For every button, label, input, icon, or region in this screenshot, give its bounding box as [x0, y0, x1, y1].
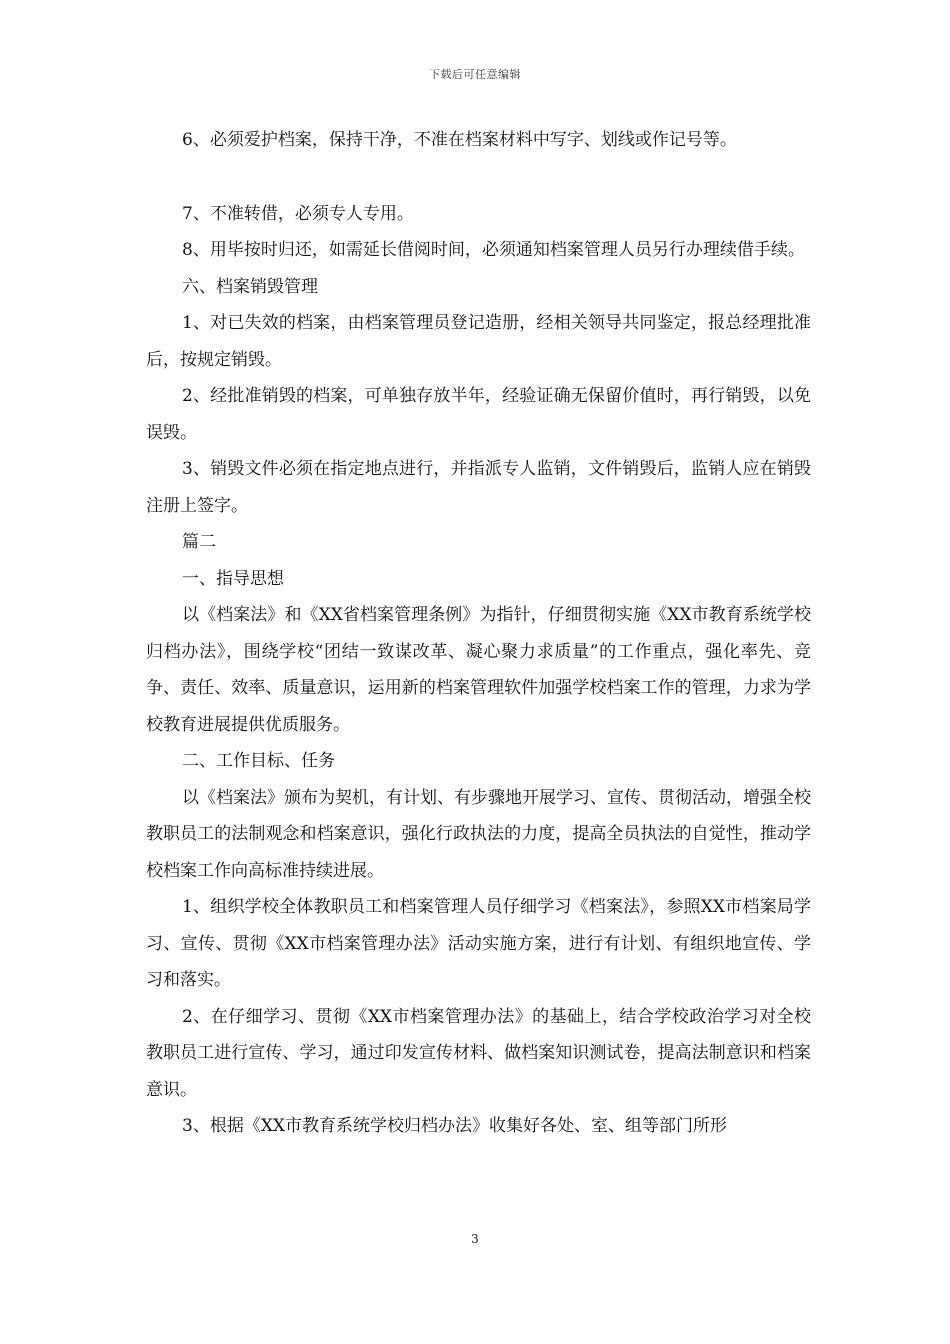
- section-heading-destruction: 六、档案销毁管理: [182, 276, 318, 297]
- document-body: [146, 122, 811, 1145]
- paragraph-7: 以《档案法》和《XX省档案管理条例》为指针，仔细贯彻实施《XX市教育系统学校归档办法》，围绕学校“团结一致谋改革、凝心聚力求质量”的工作重点，强化率先、竞争、责任、效率、质量意识，运用新的档案管理软件加强学校档案工作的管理，力求为学校教育进展提供优质服务。: [146, 605, 811, 735]
- section-heading-guiding: 一、指导思想: [182, 568, 284, 589]
- blank-line: [146, 159, 811, 196]
- paragraph-5: 2、经批准销毁的档案，可单独存放半年，经验证确无保留价值时，再行销毁，以免误毁。: [146, 386, 811, 443]
- paragraph-8: 以《档案法》颁布为契机，有计划、有步骤地开展学习、宣传、贯彻活动，增强全校教职员工的法制观念和档案意识，强化行政执法的力度，提高全员执法的自觉性，推动学校档案工作向高标准持续进展。: [146, 787, 811, 881]
- paragraph-11: 3、根据《XX市教育系统学校归档办法》收集好各处、室、组等部门所形: [182, 1116, 728, 1136]
- paragraph-1: 6、必须爱护档案，保持干净，不准在档案材料中写字、划线或作记号等。: [182, 130, 737, 150]
- paragraph-9: 1、组织学校全体教职员工和档案管理人员仔细学习《档案法》，参照XX市档案局学习、宣传、贯彻《XX市档案管理办法》活动实施方案，进行有计划、有组织地宣传、学习和落实。: [146, 897, 811, 990]
- page-number: 3: [471, 1232, 479, 1246]
- paragraph-2: 7、不准转借，必须专人专用。: [182, 203, 414, 224]
- paragraph-6: 3、销毁文件必须在指定地点进行，并指派专人监销，文件销毁后，监销人应在销毁注册上签字。: [146, 459, 811, 516]
- section-heading-goals: 二、工作目标、任务: [182, 751, 335, 771]
- part-two-heading: 篇二: [182, 532, 216, 552]
- paragraph-4: 1、对已失效的档案，由档案管理员登记造册，经相关领导共同鉴定，报总经理批准后，按规定销毁。: [146, 313, 811, 370]
- paragraph-10: 2、在仔细学习、贯彻《XX市档案管理办法》的基础上，结合学校政治学习对全校教职员工进行宣传、学习，通过印发宣传材料、做档案知识测试卷，提高法制意识和档案意识。: [146, 1006, 811, 1100]
- paragraph-3: 8、用毕按时归还，如需延长借阅时间，必须通知档案管理人员另行办理续借手续。: [182, 240, 805, 260]
- page-header: 下载后可任意编辑: [429, 68, 521, 81]
